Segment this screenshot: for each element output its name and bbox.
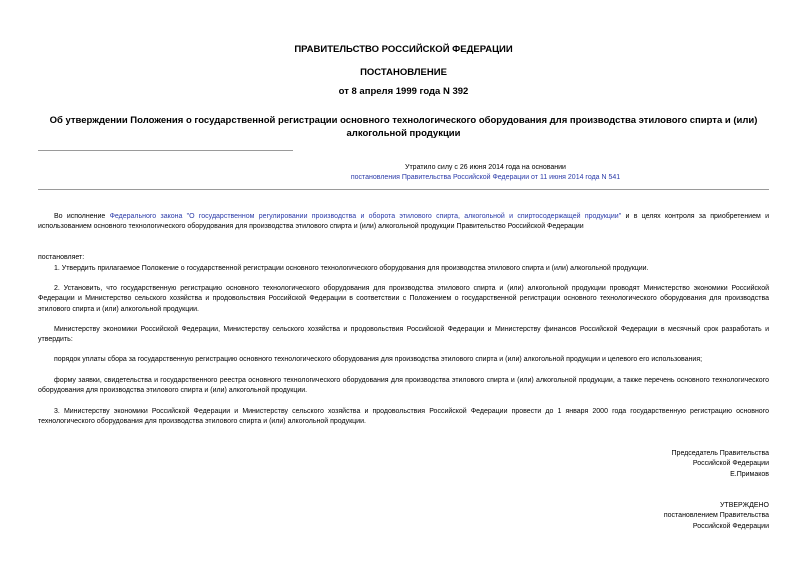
signature-name: Е.Примаков (730, 470, 769, 478)
approval-block (664, 501, 769, 532)
federal-law-link[interactable]: Федерального закона "О государственном регулировании производства и оборота этилового спирта, алкогольной и спиртосодержащей продукции" (109, 213, 622, 220)
approval-label: УТВЕРЖДЕНО (719, 502, 769, 509)
lapse-notice (200, 163, 771, 183)
paragraph-item-1: 1. Утвердить прилагаемое Положение о государственной регистрации основного технологического оборудования для производства этилового спирта и (или) алкогольной продукции. (54, 265, 649, 272)
paragraph-item-3: 3. Министерству экономики Российской Федерации и Министерству сельского хозяйства и продовольствия Российской Федерации провести до 1 января 2000 года государственную регистрацию основного технологического оборудования для производства этилового спирта и (или) алкогольной продукции. (38, 408, 769, 426)
document-type-heading: ПОСТАНОВЛЕНИЕ (360, 67, 447, 78)
document-title: Об утверждении Положения о государственной регистрации основного технологического оборудования для производства этилового спирта и (или) алкогольной продукции (49, 115, 758, 139)
paragraph-item-2: 2. Установить, что государственную регистрацию основного технологического оборудования для производства этилового спирта и (или) алкогольной продукции проводят Министерство экономики Российской Федерации и Министерство сельского хозяйства и продовольствия Российской Федерации в соответствии с Положением о государственной регистрации основного технологического оборудования для производства этилового спирта и (или) алкогольной продукции. (38, 285, 769, 313)
paragraph-fee-procedure: порядок уплаты сбора за государственную регистрацию основного технологического оборудования для производства этилового спирта и (или) алкогольной продукции и целевого его использования; (54, 356, 703, 363)
lapse-notice-text: Утратило силу с 26 июня 2014 года на основании (405, 164, 566, 171)
paragraph-ministries-instruction: Министерству экономики Российской Федерации, Министерству сельского хозяйства и продовольствия Российской Федерации и Министерству финансов Российской Федерации в месячный срок разработать и утвердить: (38, 326, 769, 344)
approval-by: постановлением Правительства (663, 512, 769, 520)
signature-organization: Российской Федерации (692, 460, 769, 468)
lapse-notice-link[interactable]: постановления Правительства Российской Федерации от 11 июня 2014 года N 541 (350, 174, 621, 181)
approval-organization: Российской Федерации (692, 522, 769, 530)
government-heading: ПРАВИТЕЛЬСТВО РОССИЙСКОЙ ФЕДЕРАЦИИ (294, 44, 513, 55)
preamble-text-before: Во исполнение (54, 213, 110, 220)
preamble-paragraph (38, 212, 769, 233)
signature-block (672, 449, 769, 480)
decrees-label: постановляет: (38, 254, 85, 261)
signature-position: Председатель Правительства (671, 450, 769, 457)
separator-line-bottom (38, 189, 769, 190)
document-date-number: от 8 апреля 1999 года N 392 (338, 86, 469, 97)
preamble-text-after: и в целях контроля за приобретением и использованием основного технологического оборудования для производства этилового спирта и (или) алкогольной продукции Правительство Российской Федерации (38, 213, 769, 231)
paragraph-forms: форму заявки, свидетельства и государственного реестра основного технологического оборудования для производства этилового спирта и (или) алкогольной продукции, а также перечень основного технологического оборудования для производства этилового спирта и (или) алкогольной продукции. (38, 377, 769, 395)
separator-line-top (38, 150, 293, 151)
